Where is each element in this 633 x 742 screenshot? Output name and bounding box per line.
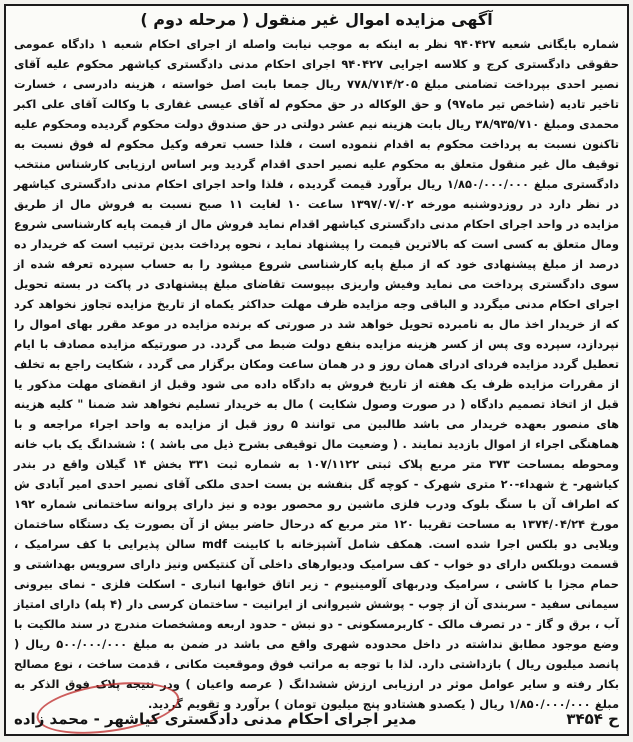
notice-signature: مدیر اجرای احکام مدنی دادگستری کیاشهر - محمد زاده — [14, 710, 417, 728]
notice-paper — [4, 4, 629, 736]
notice-title: آگهی مزایده اموال غیر منقول ( مرحله دوم ) — [140, 10, 493, 29]
notice-reference: ح ۳۴۵۴ — [566, 710, 619, 728]
notice-body: شماره بایگانی شعبه ۹۴۰۴۲۷ نظر به اینکه به موجب نیابت واصله از اجرای احکام شعبه ۱ دادگاه عمومی حقوقی دادگستری کرج و کلاسه اجرایی ۹۴۰۴۲۷ اجرای احکام مدنی دادگستری کیاشهر محکوم علیه آقای نصیر احدی بپرداخت تضامنی مبلغ ۷۷۸/۷۱۴/۲۰۵ ریال جمعا بابت اصل خواسته ، هزینه دادرسی ، خسارت تاخیر تادیه (شاخص تیر ماه۹۷) و حق الوکاله در حق محکوم له آقای عیسی غفاری با وکالت آقای علی اکبر محمدی ومبلغ ۳۸/۹۳۵/۷۱۰ ریال بابت هزینه نیم عشر دولتی در حق صندوق دولت محکوم گردیده ومحکوم علیه تاکنون نسبت به پرداخت محکوم به اقدام ننموده است ، فلذا حسب تعرفه وکیل محکوم له فوق نسبت به توقیف مال غیر منقول متعلق به محکوم علیه نصیر احدی اقدام گردید وبر اساس ارزیابی کارشناس منتخب دادگستری مبلغ ۱/۸۵۰/۰۰۰/۰۰۰ ریال برآورد قیمت گردیده ، فلذا واحد اجرای احکام مدنی دادگستری کیاشهر در نظر دارد در روزدوشنبه مورخه ۱۳۹۷/۰۷/۰۲ ساعت ۱۰ لغایت ۱۱ صبح نسبت به فروش مال از طریق مزایده در واحد اجرای احکام مدنی دادگستری کیاشهر اقدام نماید فروش مال از قیمت پایه کارشناسی شروع ومال متعلق به کسی است که بالاترین قیمت را پیشنهاد نماید ، نحوه پرداخت بدین ترتیب است که خریدار ده درصد از مبلغ پیشنهادی خود که از مبلغ پایه کارشناسی شروع میشود را به حساب سپرده تعرفه شده از سوی دادگستری پرداخت می نماید وفیش واریزی بپیوست تقاضای مبلغ پیشنهادی در پاکت در بسته تحویل اجرای احکام مدنی میگردد و الباقی وجه مزایده ظرف مهلت حداکثر یکماه از تاریخ مزایده تجاوز نخواهد کرد که از خریدار اخذ مال به نامبرده تحویل خواهد شد در صورتی که برنده مزایده در موعد مقرر بهای اموال را نپردازد، سپرده وی پس از کسر هزینه مزایده بنفع دولت ضبط می گردد. در صورتیکه مزایده مصادف با ایام تعطیل گردد مزایده فردای ادرای همان روز و در همان ساعت ومکان برگزار می گردد ، شکایت راجع به تخلف از مقررات مزایده ظرف یک هفته از تاریخ فروش به دادگاه داده می شود وقبل از انقضای مهلت مذکور یا قبل از اتخاذ تصمیم دادگاه ( در صورت وصول شکایت ) مال به خریدار تسلیم نخواهد شد ضمنا " کلیه هزینه های منصور بعهده خریدار می باشد طالبین می توانند ۵ روز قبل از مزایده به واحد اجراء مراجعه و با هماهنگی اجراء از اموال بازدید نمایند . ( وضعیت مال توقیفی بشرح ذیل می باشد ) : ششدانگ یک باب خانه ومحوطه بمساحت ۳۷۳ متر مربع پلاک ثبتی ۱۰۷/۱۱۲۲ به شماره ثبت ۳۳۱ بخش ۱۴ گیلان واقع در بندر کیاشهر- خ شهداء-۲۰ متری شهرک - کوچه گل بنفشه بن بست احدی ملکی آقای نصیر احدی امیر آبادی ش که اطراف آن با سنگ بلوک ودرب فلزی ماشین رو محصور بوده و نیز دارای پروانه ساختمانی شماره ۱۹۲ مورخ ۱۳۷۴/۰۴/۲۴ به مساحت تقریبا ۱۲۰ متر مربع که درحال حاضر بیش از آن بصورت یک دستگاه ساختمان ویلایی دو بلکس اجرا شده است. همکف شامل آشپزخانه با کابینت mdf سالن پذیرایی با کف سرامیک ، قسمت دوبلکس دارای دو خواب - کف سرامیک ودیوارهای داخلی آن کنتیکس ونیز دارای سرویس بهداشتی و حمام مجزا با کاشی ، سرامیک ودربهای آلومینیوم - زیر اتاق خوابها انباری - اسکلت فلزی - نمای بیرونی سیمانی سفید - سربندی آن از چوب - پوشش شیروانی از ایرانیت - ساختمان کرسی دار (۴ پله) دارای امتیاز آب ، برق و گاز - در تصرف مالک - کاربرمسکونی - دو نبش - حدود اربعه ومشخصات مندرج در سند مالکیت با وضع موجود مطابق نداشته در داخل محدوده شهری واقع می باشد در ضمن به مبلغ ۵۰۰/۰۰۰/۰۰۰ ریال ( پانصد میلیون ریال ) بازداشتی دارد. لذا با توجه به مراتب فوق وموقعیت مکانی ، قدمت ساخت ، نوع مصالح بکار رفته و سایر عوامل موثر در ارزیابی ارزش ششدانگ ( عرصه واعیان ) ودر نتیجه پلاک فوق الذکر به مبلغ ۱/۸۵۰/۰۰۰/۰۰۰ ریال ( یکصدو هشتادو پنج میلیون تومان ) برآورد و تقویم گردید. — [14, 37, 620, 711]
notice-footer — [14, 710, 619, 728]
